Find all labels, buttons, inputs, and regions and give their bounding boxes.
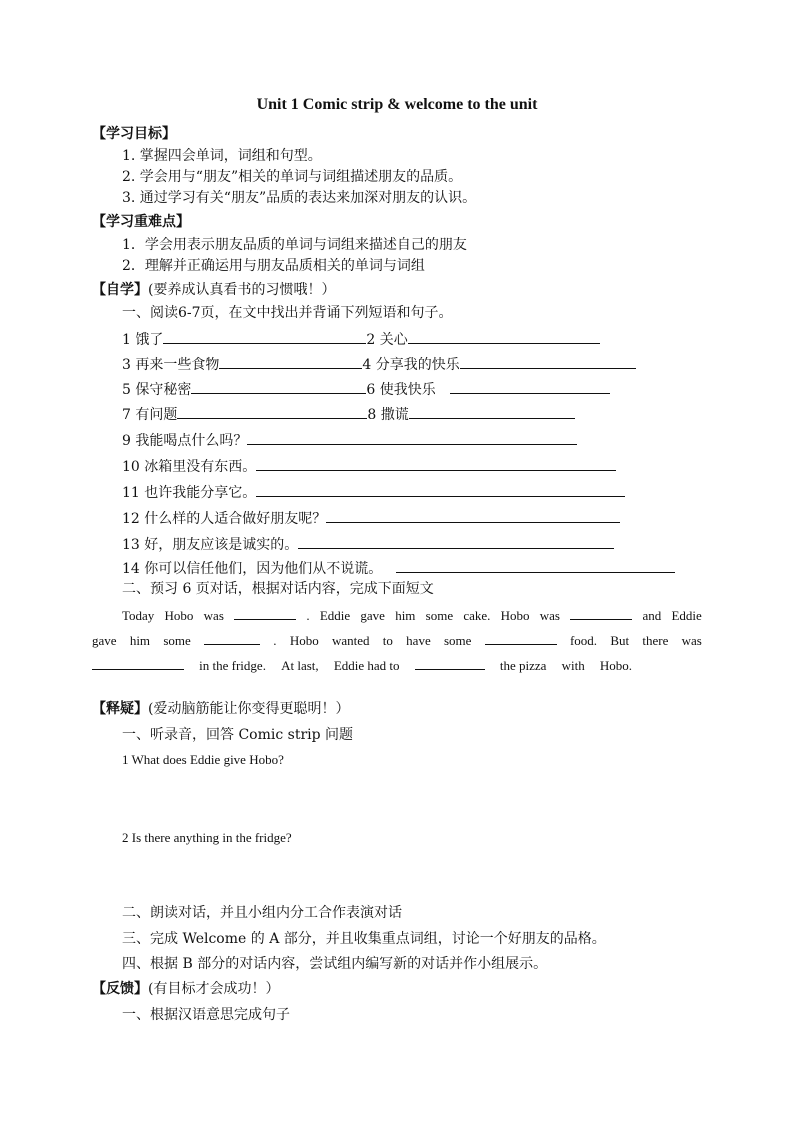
phrase-label: 4 分享我的快乐 bbox=[362, 357, 460, 373]
sentence-label: 10 冰箱里没有东西。 bbox=[122, 459, 257, 475]
passage-blank[interactable] bbox=[204, 629, 260, 645]
passage-blank[interactable] bbox=[415, 654, 485, 670]
passage-word: gave bbox=[360, 608, 385, 623]
feedback-part1: 一、根据汉语意思完成句子 bbox=[122, 1007, 290, 1023]
goal-item: 1. 掌握四会单词，词组和句型。 bbox=[122, 148, 322, 164]
sentence-label: 14 你可以信任他们，因为他们从不说谎。 bbox=[122, 561, 383, 577]
answer-blank[interactable] bbox=[450, 378, 610, 394]
passage-word: was bbox=[681, 633, 702, 648]
sentence-label: 11 也许我能分享它。 bbox=[122, 485, 257, 501]
explain-note: (爱动脑筋能让你变得更聪明！） bbox=[148, 701, 350, 717]
answer-blank[interactable] bbox=[460, 353, 636, 369]
answer-blank[interactable] bbox=[163, 328, 366, 344]
passage-line bbox=[92, 629, 702, 651]
passage-word: gave bbox=[92, 633, 117, 648]
passage-line bbox=[92, 654, 632, 676]
answer-blank[interactable] bbox=[298, 533, 614, 549]
phrase-label: 6 使我快乐 bbox=[366, 382, 436, 398]
answer-blank[interactable] bbox=[256, 455, 616, 471]
answer-blank[interactable] bbox=[191, 378, 366, 394]
sentence-row bbox=[122, 455, 616, 477]
passage-word: there bbox=[642, 633, 669, 648]
phrase-label: 1 饿了 bbox=[122, 332, 164, 348]
feedback-note: (有目标才会成功！） bbox=[148, 981, 280, 997]
difficulty-item: 1．学会用表示朋友品质的单词与词组来描述自己的朋友 bbox=[122, 237, 467, 253]
sentence-row bbox=[122, 533, 614, 555]
passage-word: him bbox=[395, 608, 416, 623]
explain-part3: 三、完成 Welcome 的 A 部分，并且收集重点词组，讨论一个好朋友的品格。 bbox=[122, 931, 606, 947]
passage-word: some bbox=[163, 633, 191, 648]
explain-heading bbox=[92, 699, 349, 719]
passage-word: wanted bbox=[331, 633, 370, 648]
phrase-row bbox=[122, 328, 600, 350]
sentence-row bbox=[122, 481, 625, 503]
part1-heading: 一、阅读6-7页，在文中找出并背诵下列短语和句子。 bbox=[122, 305, 453, 321]
answer-blank[interactable] bbox=[256, 481, 625, 497]
phrase-row bbox=[122, 378, 610, 400]
phrase-label: 2 关心 bbox=[366, 332, 408, 348]
answer-blank[interactable] bbox=[219, 353, 362, 369]
passage-word: Hobo bbox=[500, 608, 530, 623]
self-study-note: (要养成认真看书的习惯哦！） bbox=[148, 282, 336, 298]
sentence-row bbox=[122, 507, 620, 529]
difficulties-header: 【学习重难点】 bbox=[92, 214, 190, 230]
answer-blank[interactable] bbox=[409, 403, 575, 419]
feedback-header: 【反馈】 bbox=[92, 981, 148, 997]
passage-word: food. bbox=[569, 633, 598, 648]
explain-header: 【释疑】 bbox=[92, 701, 148, 717]
answer-blank[interactable] bbox=[396, 557, 675, 573]
passage-word: to bbox=[382, 633, 393, 648]
passage-word: Hobo bbox=[289, 633, 319, 648]
passage-word: . bbox=[273, 633, 277, 648]
passage-word: cake. bbox=[463, 608, 491, 623]
passage-word: But bbox=[610, 633, 630, 648]
passage-word: Today bbox=[122, 608, 155, 623]
difficulty-item: 2．理解并正确运用与朋友品质相关的单词与词组 bbox=[122, 258, 425, 274]
feedback-heading bbox=[92, 979, 279, 999]
sentence-label: 12 什么样的人适合做好朋友呢？ bbox=[122, 511, 327, 527]
passage-word: some bbox=[443, 633, 472, 648]
answer-blank[interactable] bbox=[247, 429, 577, 445]
passage-word: with bbox=[561, 658, 585, 673]
passage-line bbox=[122, 604, 702, 626]
passage-blank[interactable] bbox=[570, 604, 632, 620]
explain-part4: 四、根据 B 部分的对话内容，尝试组内编写新的对话并作小组展示。 bbox=[122, 956, 548, 972]
passage-word: him bbox=[129, 633, 151, 648]
sentence-label: 9 我能喝点什么吗？ bbox=[122, 433, 248, 449]
phrase-label: 8 撒谎 bbox=[367, 407, 409, 423]
explain-part2: 二、朗读对话，并且小组内分工合作表演对话 bbox=[122, 905, 402, 921]
passage-word: Eddie had to bbox=[333, 658, 400, 673]
passage-word: was bbox=[203, 608, 224, 623]
passage-blank[interactable] bbox=[92, 654, 184, 670]
passage-word: was bbox=[539, 608, 560, 623]
sentence-label: 13 好，朋友应该是诚实的。 bbox=[122, 537, 299, 553]
passage-word: . bbox=[306, 608, 310, 623]
passage-word: in the fridge. bbox=[199, 658, 266, 673]
passage-word: Eddie bbox=[319, 608, 351, 623]
passage-word: Eddie bbox=[671, 608, 702, 623]
part2-heading: 二、预习 6 页对话，根据对话内容，完成下面短文 bbox=[122, 581, 434, 597]
passage-word: and bbox=[642, 608, 662, 623]
goals-header: 【学习目标】 bbox=[92, 126, 176, 142]
answer-blank[interactable] bbox=[408, 328, 600, 344]
passage-word: At last, bbox=[281, 658, 319, 673]
phrase-label: 7 有问题 bbox=[122, 407, 178, 423]
answer-blank[interactable] bbox=[326, 507, 620, 523]
page-title: Unit 1 Comic strip & welcome to the unit bbox=[256, 96, 538, 113]
passage-word: Hobo. bbox=[599, 658, 632, 673]
passage-word: have bbox=[406, 633, 431, 648]
self-study-header: 【自学】 bbox=[92, 282, 148, 298]
self-study-heading bbox=[92, 280, 335, 300]
passage-word: some bbox=[425, 608, 454, 623]
phrase-row bbox=[122, 403, 575, 425]
explain-part1: 一、听录音，回答 Comic strip 问题 bbox=[122, 727, 354, 743]
answer-blank[interactable] bbox=[177, 403, 367, 419]
goal-item: 2. 学会用与“朋友”相关的单词与词组描述朋友的品质。 bbox=[122, 169, 463, 185]
goal-item: 3. 通过学习有关“朋友”品质的表达来加深对朋友的认识。 bbox=[122, 190, 477, 206]
passage-blank[interactable] bbox=[485, 629, 557, 645]
sentence-row bbox=[122, 557, 675, 579]
passage-word: Hobo bbox=[164, 608, 194, 623]
comic-question: 2 Is there anything in the fridge? bbox=[122, 830, 292, 845]
passage-blank[interactable] bbox=[234, 604, 296, 620]
sentence-row bbox=[122, 429, 577, 451]
comic-question: 1 What does Eddie give Hobo? bbox=[122, 752, 284, 767]
phrase-label: 3 再来一些食物 bbox=[122, 357, 220, 373]
passage-word: the pizza bbox=[499, 658, 547, 673]
phrase-row bbox=[122, 353, 636, 375]
phrase-label: 5 保守秘密 bbox=[122, 382, 192, 398]
